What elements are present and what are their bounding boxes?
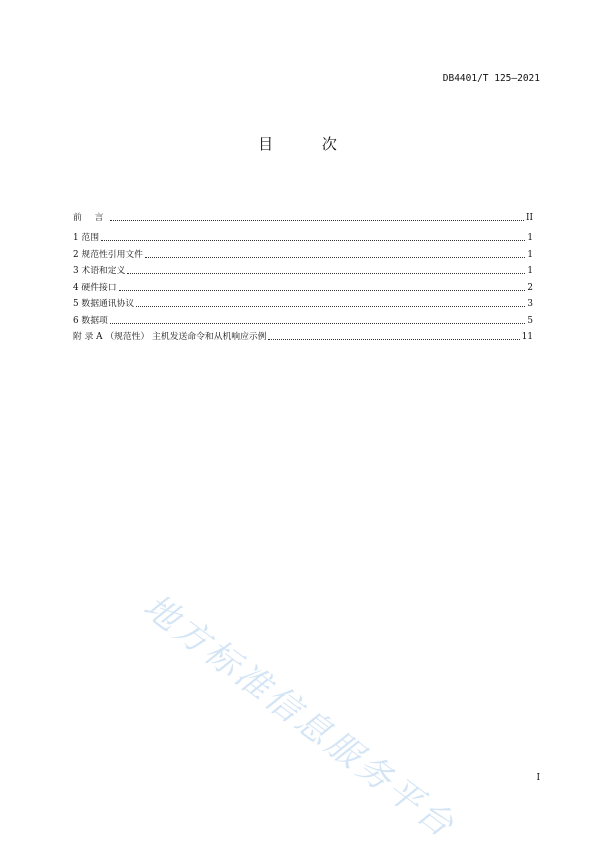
page-number: I bbox=[536, 773, 540, 783]
toc-entry-foreword[interactable] bbox=[73, 207, 533, 224]
watermark: 地方标准信息服务平台 bbox=[135, 586, 464, 847]
toc-entry-normative-references[interactable] bbox=[73, 244, 533, 261]
toc-entry-label: 5 数据通讯协议 bbox=[73, 299, 135, 309]
toc-entry-label: 4 硬件接口 bbox=[73, 282, 117, 293]
toc-entry-terms-definitions[interactable] bbox=[73, 261, 533, 278]
dot-leader bbox=[119, 290, 526, 291]
toc-entry-page: 1 bbox=[527, 233, 533, 243]
toc-entry-page: II bbox=[526, 212, 533, 223]
toc-entry-page: 5 bbox=[527, 315, 533, 326]
toc-entry-page: 1 bbox=[527, 266, 533, 276]
toc-entry-label: 1 范围 bbox=[73, 233, 99, 243]
page-title: 目 次 bbox=[258, 135, 359, 153]
toc-entry-data-items[interactable] bbox=[73, 310, 533, 327]
toc-entry-page: 2 bbox=[527, 282, 533, 293]
table-of-contents bbox=[73, 207, 533, 343]
dot-leader bbox=[110, 323, 526, 324]
dot-leader bbox=[145, 257, 525, 258]
toc-entry-page: 3 bbox=[527, 299, 533, 309]
toc-entry-scope[interactable] bbox=[73, 228, 533, 245]
dot-leader bbox=[136, 306, 525, 307]
toc-entry-appendix-a[interactable] bbox=[73, 327, 533, 344]
dot-leader bbox=[101, 240, 525, 241]
dot-leader bbox=[268, 339, 519, 340]
toc-entry-label: 前 言 bbox=[73, 212, 109, 223]
toc-entry-label: 3 术语和定义 bbox=[73, 266, 126, 276]
toc-entry-page: 11 bbox=[521, 332, 533, 342]
toc-entry-hardware-interface[interactable] bbox=[73, 277, 533, 294]
document-identifier: DB4401/T 125—2021 bbox=[442, 73, 540, 84]
toc-entry-label: 6 数据项 bbox=[73, 315, 108, 326]
toc-entry-label: 附 录 A （规范性） 主机发送命令和从机响应示例 bbox=[73, 332, 267, 342]
dot-leader bbox=[110, 220, 524, 221]
toc-entry-data-protocol[interactable] bbox=[73, 294, 533, 311]
toc-entry-label: 2 规范性引用文件 bbox=[73, 249, 143, 260]
toc-entry-page: 1 bbox=[527, 249, 533, 260]
dot-leader bbox=[127, 273, 525, 274]
